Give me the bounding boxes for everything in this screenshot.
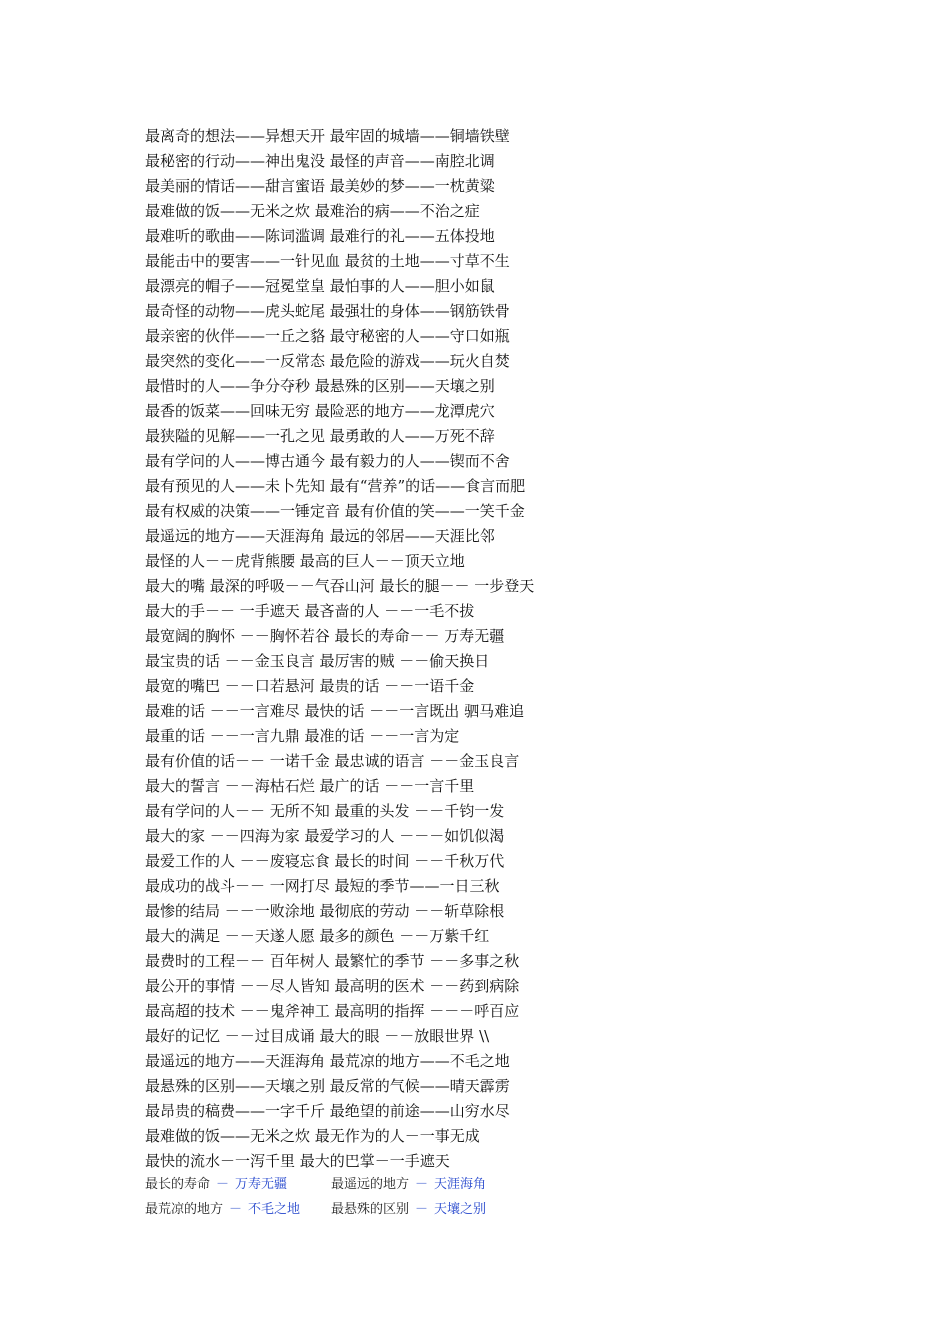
idiom-list [145,124,845,1174]
text-line: 最悬殊的区别——天壤之别 最反常的气候——晴天霹雳 [145,1077,510,1095]
text-line: 最快的流水－一泻千里 最大的巴掌－一手遮天 [145,1152,450,1170]
text-line: 最有预见的人——未卜先知 最有“营养”的话——食言而肥 [145,477,526,495]
text-line: 最离奇的想法——异想天开 最牢固的城墙——铜墙铁壁 [145,127,510,145]
pair-question: 最悬殊的区别 [331,1202,410,1217]
idiom-pairs [145,1172,845,1222]
text-line: 最重的话 －－一言九鼎 最准的话 －－一言为定 [145,727,460,745]
pair-answer-link[interactable]: 不毛之地 [248,1202,301,1217]
text-line: 最有价值的话－－ 一诺千金 最忠诚的语言 －－金玉良言 [145,752,520,770]
pair-separator: － [415,1177,429,1192]
pair-answer-link[interactable]: 天涯海角 [434,1177,487,1192]
pair-answer-link[interactable]: 万寿无疆 [235,1177,288,1192]
text-line: 最惨的结局 －－一败涂地 最彻底的劳动 －－斩草除根 [145,902,505,920]
text-line: 最突然的变化——一反常态 最危险的游戏——玩火自焚 [145,352,510,370]
text-line: 最能击中的要害——一针见血 最贫的土地——寸草不生 [145,252,510,270]
text-line: 最大的嘴 最深的呼吸－－气吞山河 最长的腿－－ 一步登天 [145,577,535,595]
text-line: 最好的记忆 －－过目成诵 最大的眼 －－放眼世界 \\ [145,1027,490,1045]
text-line: 最怪的人－－虎背熊腰 最高的巨人－－顶天立地 [145,552,465,570]
text-line: 最美丽的情话——甜言蜜语 最美妙的梦——一枕黄粱 [145,177,495,195]
pair-separator: － [229,1202,243,1217]
text-line: 最秘密的行动——神出鬼没 最怪的声音——南腔北调 [145,152,495,170]
pair-question: 最荒凉的地方 [145,1202,224,1217]
text-line: 最费时的工程－－ 百年树人 最繁忙的季节 －－多事之秋 [145,952,520,970]
pair-item [145,1172,331,1197]
text-line: 最宽阔的胸怀 －－胸怀若谷 最长的寿命－－ 万寿无疆 [145,627,505,645]
pair-separator: － [415,1202,429,1217]
pair-row [145,1172,845,1197]
text-line: 最狭隘的见解——一孔之见 最勇敢的人——万死不辞 [145,427,495,445]
text-line: 最难做的饭——无米之炊 最无作为的人－一事无成 [145,1127,480,1145]
text-line: 最遥远的地方——天涯海角 最荒凉的地方——不毛之地 [145,1052,510,1070]
pair-question: 最长的寿命 [145,1177,211,1192]
text-line: 最公开的事情 －－尽人皆知 最高明的医术 －－药到病除 [145,977,520,995]
pair-row [145,1197,845,1222]
pair-answer-link[interactable]: 天壤之别 [434,1202,487,1217]
text-line: 最有学问的人——博古通今 最有毅力的人——锲而不舍 [145,452,510,470]
text-line: 最难的话 －－一言难尽 最快的话 －－一言既出 驷马难追 [145,702,525,720]
text-line: 最有权威的决策——一锤定音 最有价值的笑——一笑千金 [145,502,525,520]
text-line: 最爱工作的人 －－废寝忘食 最长的时间 －－千秋万代 [145,852,505,870]
pair-question: 最遥远的地方 [331,1177,410,1192]
text-line: 最难做的饭——无米之炊 最难治的病——不治之症 [145,202,480,220]
text-line: 最遥远的地方——天涯海角 最远的邻居——天涯比邻 [145,527,495,545]
pair-item [331,1172,517,1197]
pair-item [145,1197,331,1222]
pair-separator: － [216,1177,230,1192]
text-line: 最大的满足 －－天遂人愿 最多的颜色 －－万紫千红 [145,927,490,945]
text-line: 最奇怪的动物——虎头蛇尾 最强壮的身体——钢筋铁骨 [145,302,510,320]
text-line: 最有学问的人－－ 无所不知 最重的头发 －－千钧一发 [145,802,505,820]
text-line: 最亲密的伙伴——一丘之貉 最守秘密的人——守口如瓶 [145,327,510,345]
pair-item [331,1197,517,1222]
text-line: 最大的誓言 －－海枯石烂 最广的话 －－一言千里 [145,777,475,795]
text-line: 最难听的歌曲——陈词滥调 最难行的礼——五体投地 [145,227,495,245]
text-line: 最大的手－－ 一手遮天 最吝啬的人 －－一毛不拔 [145,602,475,620]
text-line: 最香的饭菜——回味无穷 最险恶的地方——龙潭虎穴 [145,402,495,420]
text-line: 最高超的技术 －－鬼斧神工 最高明的指挥 －－－呼百应 [145,1002,520,1020]
text-line: 最宽的嘴巴 －－口若悬河 最贵的话 －－一语千金 [145,677,475,695]
text-line: 最昂贵的稿费——一字千斤 最绝望的前途——山穷水尽 [145,1102,510,1120]
text-line: 最宝贵的话 －－金玉良言 最厉害的贼 －－偷天换日 [145,652,490,670]
text-line: 最惜时的人——争分夺秒 最悬殊的区别——天壤之别 [145,377,495,395]
text-line: 最大的家 －－四海为家 最爱学习的人 －－－如饥似渴 [145,827,505,845]
text-line: 最漂亮的帽子——冠冕堂皇 最怕事的人——胆小如鼠 [145,277,495,295]
text-line: 最成功的战斗－－ 一网打尽 最短的季节——一日三秋 [145,877,500,895]
